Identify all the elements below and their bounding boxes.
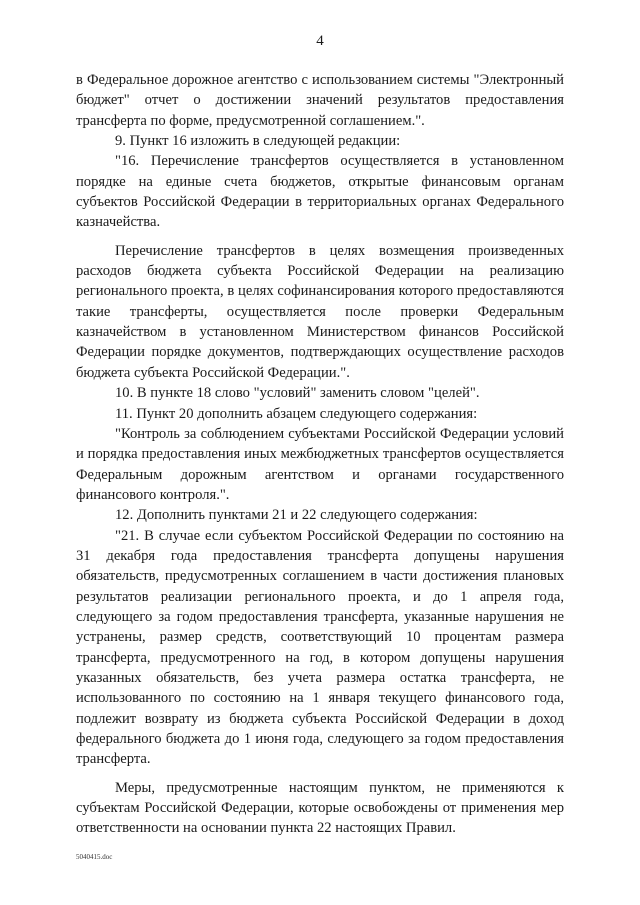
paragraph-continuation: в Федеральное дорожное агентство с использованием системы "Электронный бюджет" отчет о достижении значений результатов предоставления трансферта по форме, предусмотренной соглашением.".	[76, 72, 564, 129]
paragraph-clause-21: "21. В случае если субъектом Российской Федерации по состоянию на 31 декабря года предоставления трансферта допущены нарушения обязательств, предусмотренных соглашением в части достижения плановых результатов реализации регионального проекта, и до 1 апреля года, следующего за годом предоставления трансферта, указанные нарушения не устранены, размер средств, соответствующий 10 процентам размера трансферта, предусмотренного на год, в котором допущены нарушения указанных обязательств, без учета размера остатка трансферта, не использованного по состоянию на 1 января текущего финансового года, подлежит возврату из бюджета субъекта Российской Федерации в доход федерального бюджета до 1 июня года, следующего за годом предоставления трансферта.	[76, 527, 564, 768]
paragraph-clause-16: "16. Перечисление трансфертов осуществляется в установленном порядке на единые счета бюджетов, открытые финансовым органам субъектов Российской Федерации в территориальных органах Федерального казначейства.	[76, 153, 564, 231]
paragraph-clause-21-measures: Меры, предусмотренные настоящим пунктом, не применяются к субъектам Российской Федерации, которые освобождены от применения мер ответственности на основании пункта 22 настоящих Правил.	[76, 779, 564, 837]
paragraph-clause-20-control: "Контроль за соблюдением субъектами Российской Федерации условий и порядка предоставления иных межбюджетных трансфертов осуществляется Федеральным дорожным агентством и органами государственного финансового контроля.".	[76, 425, 564, 503]
paragraph-item-10: 10. В пункте 18 слово "условий" заменить словом "целей".	[115, 385, 480, 402]
paragraph-item-9: 9. Пункт 16 изложить в следующей редакции:	[115, 133, 401, 150]
paragraph-clause-16-transfer: Перечисление трансфертов в целях возмещения произведенных расходов бюджета субъекта Российской Федерации на реализацию регионального проекта, в целях софинансирования которого предоставляются такие трансферты, осуществляется после проверки Федеральным казначейством в установленном Министерством финансов Российской Федерации порядке документов, подтверждающих осуществление расходов бюджета субъекта Российской Федерации.".	[76, 242, 564, 381]
document-body	[76, 70, 564, 839]
page-number: 4	[316, 33, 324, 49]
file-name-footer: 5040415.doc	[76, 853, 113, 861]
paragraph-item-12: 12. Дополнить пунктами 21 и 22 следующего содержания:	[115, 507, 478, 524]
paragraph-item-11: 11. Пункт 20 дополнить абзацем следующего содержания:	[115, 405, 478, 422]
